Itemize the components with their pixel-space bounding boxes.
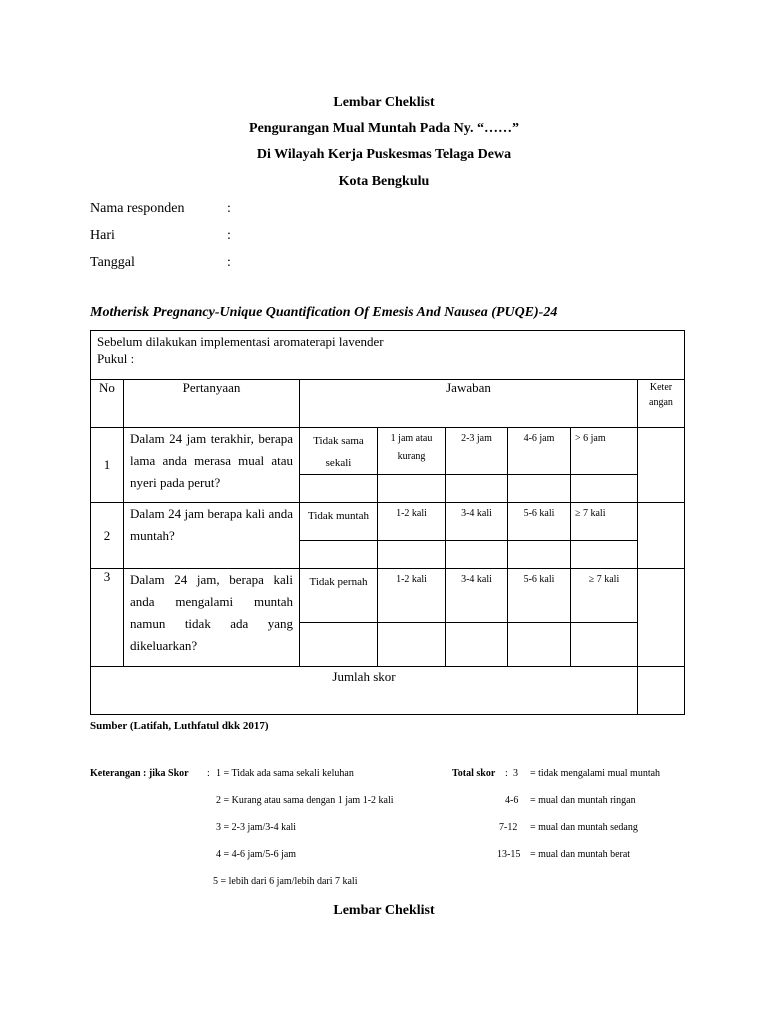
total-skor-desc-2: = mual dan muntah ringan [530, 795, 636, 806]
total-skor-desc-1: = tidak mengalami mual muntah [530, 768, 661, 779]
field-nama-colon: : [227, 201, 231, 216]
doc-city: Kota Bengkulu [338, 174, 430, 189]
total-skor-range-1: 3 [513, 768, 518, 779]
field-hari-label: Hari [90, 228, 115, 243]
row-1-score-cell [508, 475, 571, 503]
doc-title: Lembar Cheklist [333, 95, 435, 110]
row-3-no: 3 [91, 569, 124, 667]
source-citation: Sumber (Latifah, Luthfatul dkk 2017) [90, 720, 269, 732]
row-1-score-cell [300, 475, 378, 503]
total-skor-colon: : [505, 768, 508, 779]
row-1-answer-3: 2-3 jam [446, 428, 508, 475]
keterangan-item-1: 1 = Tidak ada sama sekali keluhan [216, 768, 354, 779]
doc-subtitle: Pengurangan Mual Muntah Pada Ny. “……” [249, 121, 519, 136]
footer-title: Lembar Cheklist [333, 903, 435, 918]
total-skor-range-4: 13-15 [497, 849, 521, 860]
row-3-answer-2: 1-2 kali [378, 569, 446, 623]
keterangan-colon: : [207, 768, 210, 779]
col-header-keterangan: Keter angan [638, 380, 685, 428]
jumlah-skor-value [638, 667, 685, 715]
row-3-answer-1: Tidak pernah [300, 569, 378, 623]
row-2-score-cell [571, 541, 638, 569]
row-1-keterangan [638, 428, 685, 503]
row-1-score-cell [446, 475, 508, 503]
row-2-answer-4: 5-6 kali [508, 503, 571, 541]
total-skor-desc-3: = mual dan muntah sedang [530, 822, 638, 833]
row-2-question: Dalam 24 jam berapa kali anda muntah? [124, 503, 300, 569]
jumlah-skor-label: Jumlah skor [91, 667, 638, 715]
keterangan-item-5: 5 = lebih dari 6 jam/lebih dari 7 kali [213, 876, 358, 887]
total-skor-label: Total skor [452, 768, 496, 779]
row-2-answer-5: ≥ 7 kali [571, 503, 638, 541]
row-3-answer-3: 3-4 kali [446, 569, 508, 623]
field-hari-colon: : [227, 228, 231, 243]
col-header-jawaban: Jawaban [300, 380, 638, 428]
row-2-score-cell [378, 541, 446, 569]
row-1-answer-5: > 6 jam [571, 428, 638, 475]
field-tanggal-colon: : [227, 255, 231, 270]
row-2-keterangan [638, 503, 685, 569]
keterangan-item-4: 4 = 4-6 jam/5-6 jam [216, 849, 297, 860]
keterangan-item-3: 3 = 2-3 jam/3-4 kali [216, 822, 297, 833]
row-3-score-cell [571, 623, 638, 667]
doc-location: Di Wilayah Kerja Puskesmas Telaga Dewa [256, 147, 512, 162]
row-3-answer-5: ≥ 7 kali [571, 569, 638, 623]
col-header-pertanyaan: Pertanyaan [124, 380, 300, 428]
puqe-title: Motherisk Pregnancy-Unique Quantification Of Emesis And Nausea (PUQE)-24 [90, 305, 558, 320]
row-2-answer-1: Tidak muntah [300, 503, 378, 541]
field-tanggal-label: Tanggal [90, 255, 135, 270]
total-skor-range-2: 4-6 [505, 795, 519, 806]
total-skor-range-3: 7-12 [499, 822, 518, 833]
row-1-answer-1: Tidak sama sekali [300, 428, 378, 475]
row-3-score-cell [508, 623, 571, 667]
total-skor-desc-4: = mual dan muntah berat [530, 849, 631, 860]
row-2-score-cell [508, 541, 571, 569]
row-3-keterangan [638, 569, 685, 667]
row-2-answer-2: 1-2 kali [378, 503, 446, 541]
row-1-score-cell [571, 475, 638, 503]
row-3-score-cell [446, 623, 508, 667]
row-1-score-cell [378, 475, 446, 503]
row-3-question: Dalam 24 jam, berapa kali anda mengalami muntah namun tidak ada yang dikeluarkan? [124, 569, 300, 667]
col-header-no: No [91, 380, 124, 428]
pukul-text: Pukul : [97, 351, 135, 366]
pre-intervention-cell [91, 331, 685, 380]
row-1-answer-2: 1 jam atau kurang [378, 428, 446, 475]
field-nama-label: Nama responden [90, 201, 185, 216]
puqe-table [90, 330, 685, 715]
pre-intervention-text: Sebelum dilakukan implementasi aromaterapi lavender [97, 334, 384, 349]
row-3-answer-4: 5-6 kali [508, 569, 571, 623]
row-2-no: 2 [91, 503, 124, 569]
row-3-score-cell [300, 623, 378, 667]
row-2-score-cell [300, 541, 378, 569]
keterangan-label: Keterangan : jika Skor [90, 768, 189, 779]
keterangan-item-2: 2 = Kurang atau sama dengan 1 jam 1-2 kali [216, 795, 394, 806]
row-1-question: Dalam 24 jam terakhir, berapa lama anda merasa mual atau nyeri pada perut? [124, 428, 300, 503]
row-3-score-cell [378, 623, 446, 667]
row-1-answer-4: 4-6 jam [508, 428, 571, 475]
row-1-no: 1 [91, 428, 124, 503]
row-2-score-cell [446, 541, 508, 569]
row-2-answer-3: 3-4 kali [446, 503, 508, 541]
